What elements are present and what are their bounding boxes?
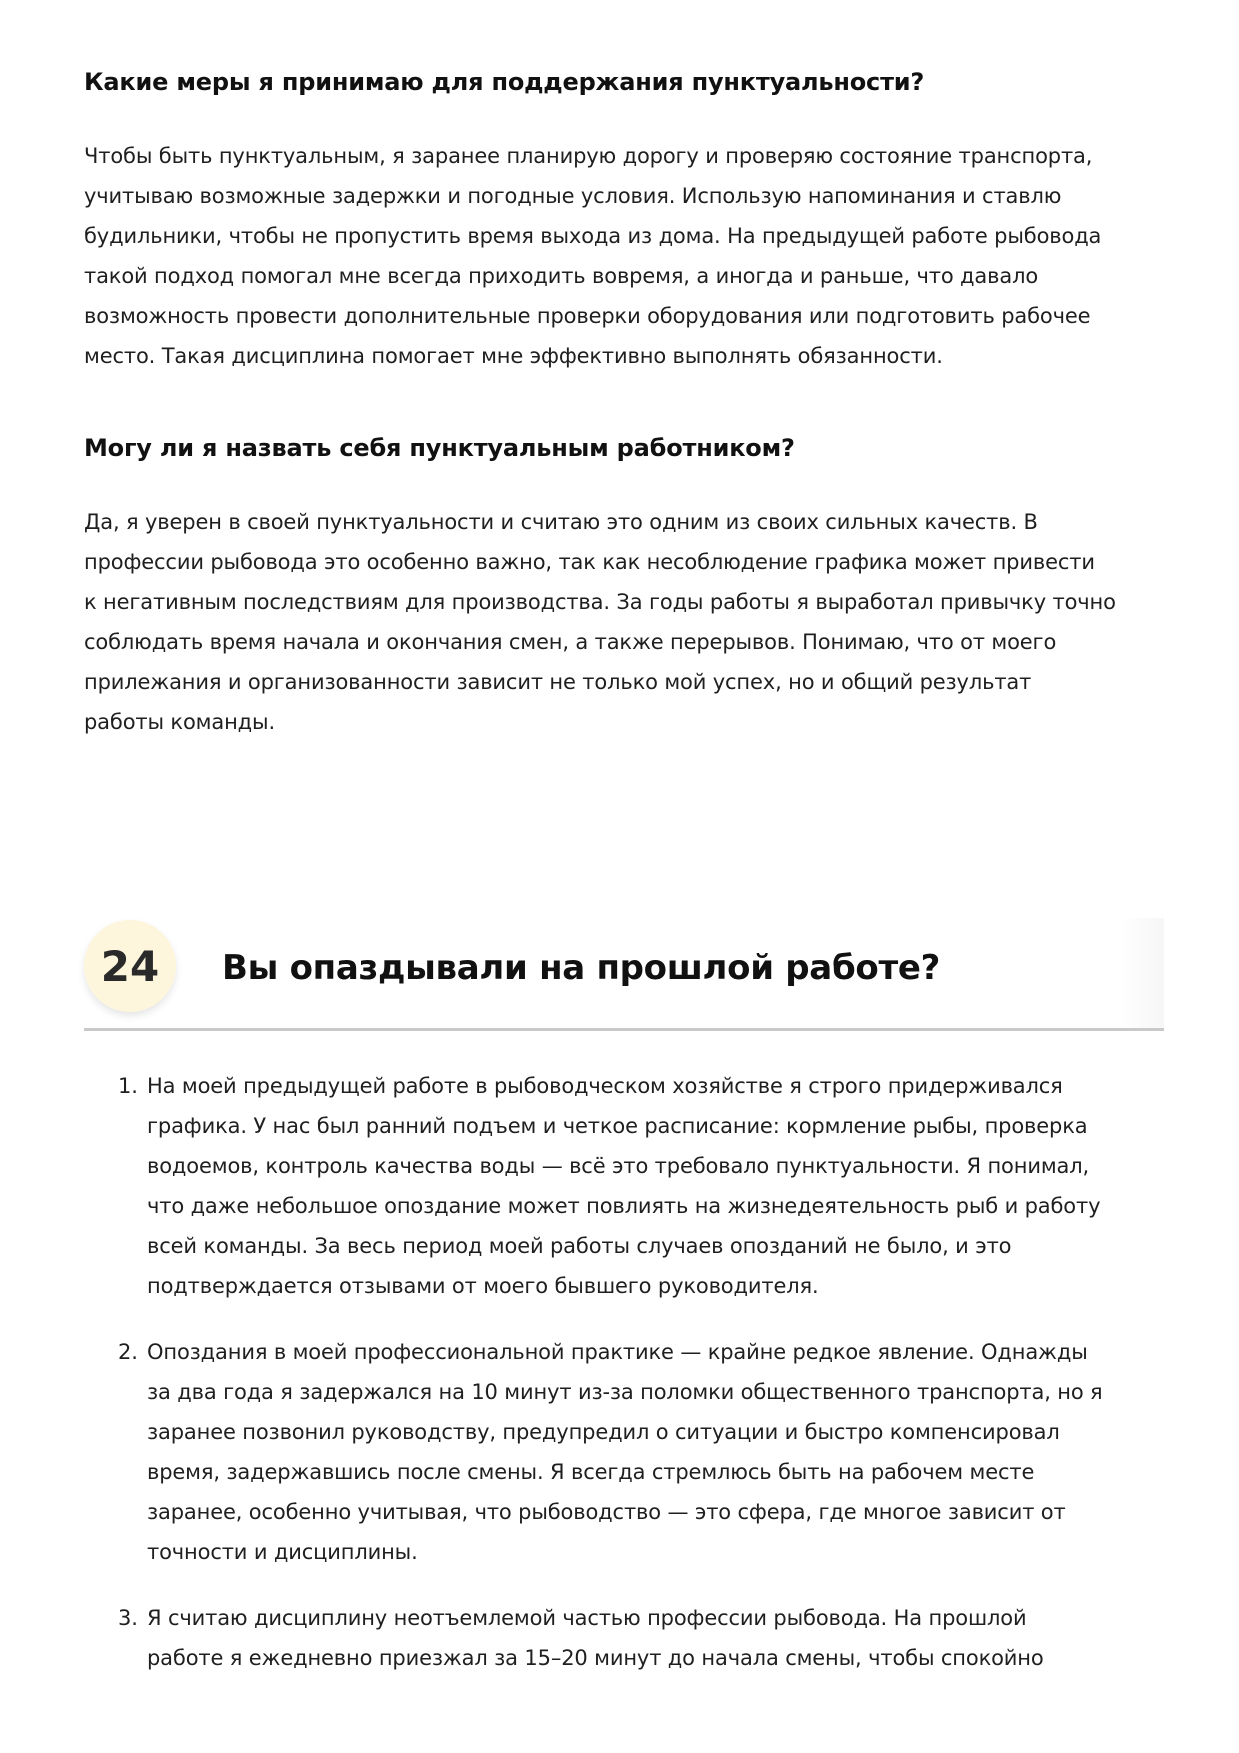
text-line: всей команды. За весь период моей работы случаев опозданий не было, и это [147,1234,1012,1258]
text-line: профессии рыбовода это особенно важно, так как несоблюдение графика может привести [84,550,1095,574]
text-line: работы команды. [84,710,275,734]
answer-text [147,1066,1157,1306]
text-line: точности и дисциплины. [147,1540,418,1564]
text-line: графика. У нас был ранний подъем и четкое расписание: кормление рыбы, проверка [147,1114,1088,1138]
text-line: прилежания и организованности зависит не только мой успех, но и общий результат [84,670,1032,694]
text-line: время, задержавшись после смены. Я всегда стремлюсь быть на рабочем месте [147,1460,1035,1484]
answer-text [147,1598,1157,1678]
text-line: возможность провести дополнительные проверки оборудования или подготовить рабочее [84,304,1091,328]
text-line: подтверждается отзывами от моего бывшего руководителя. [147,1274,819,1298]
text-line: место. Такая дисциплина помогает мне эффективно выполнять обязанности. [84,344,943,368]
text-line: соблюдать время начала и окончания смен, а также перерывов. Понимаю, что от моего [84,630,1057,654]
text-line: к негативным последствиям для производства. За годы работы я выработал привычку точно [84,590,1116,614]
answer-number: 2. [118,1340,138,1364]
answer-text [147,1332,1157,1572]
section-number-badge: 24 [84,920,176,1012]
qa-answer-punctual-worker [84,502,1174,742]
answer-number: 3. [118,1606,138,1630]
text-line: заранее, особенно учитывая, что рыбоводство — это сфера, где многое зависит от [147,1500,1066,1524]
text-line: Да, я уверен в своей пунктуальности и считаю это одним из своих сильных качеств. В [84,510,1038,534]
text-line: будильники, чтобы не пропустить время выхода из дома. На предыдущей работе рыбовода [84,224,1102,248]
text-line: за два года я задержался на 10 минут из-за поломки общественного транспорта, но я [147,1380,1103,1404]
qa-heading-punctual-worker: Могу ли я назвать себя пунктуальным работником? [84,434,795,462]
text-line: заранее позвонил руководству, предупредил о ситуации и быстро компенсировал [147,1420,1060,1444]
answer-number: 1. [118,1074,138,1098]
section-header [84,918,1164,1031]
text-line: что даже небольшое опоздание может повлиять на жизнедеятельность рыб и работу [147,1194,1101,1218]
section-title: Вы опаздывали на прошлой работе? [222,948,941,988]
qa-answer-punctuality-measures [84,136,1174,376]
text-line: На моей предыдущей работе в рыбоводческом хозяйстве я строго придерживался [147,1074,1063,1098]
text-line: такой подход помогал мне всегда приходить вовремя, а иногда и раньше, что давало [84,264,1039,288]
text-line: работе я ежедневно приезжал за 15–20 минут до начала смены, чтобы спокойно [147,1646,1044,1670]
text-line: Я считаю дисциплину неотъемлемой частью профессии рыбовода. На прошлой [147,1606,1027,1630]
text-line: Чтобы быть пунктуальным, я заранее планирую дорогу и проверяю состояние транспорта, [84,144,1093,168]
text-line: Опоздания в моей профессиональной практике — крайне редкое явление. Однажды [147,1340,1088,1364]
qa-heading-punctuality-measures: Какие меры я принимаю для поддержания пунктуальности? [84,68,925,96]
text-line: учитываю возможные задержки и погодные условия. Использую напоминания и ставлю [84,184,1062,208]
text-line: водоемов, контроль качества воды — всё это требовало пунктуальности. Я понимал, [147,1154,1090,1178]
